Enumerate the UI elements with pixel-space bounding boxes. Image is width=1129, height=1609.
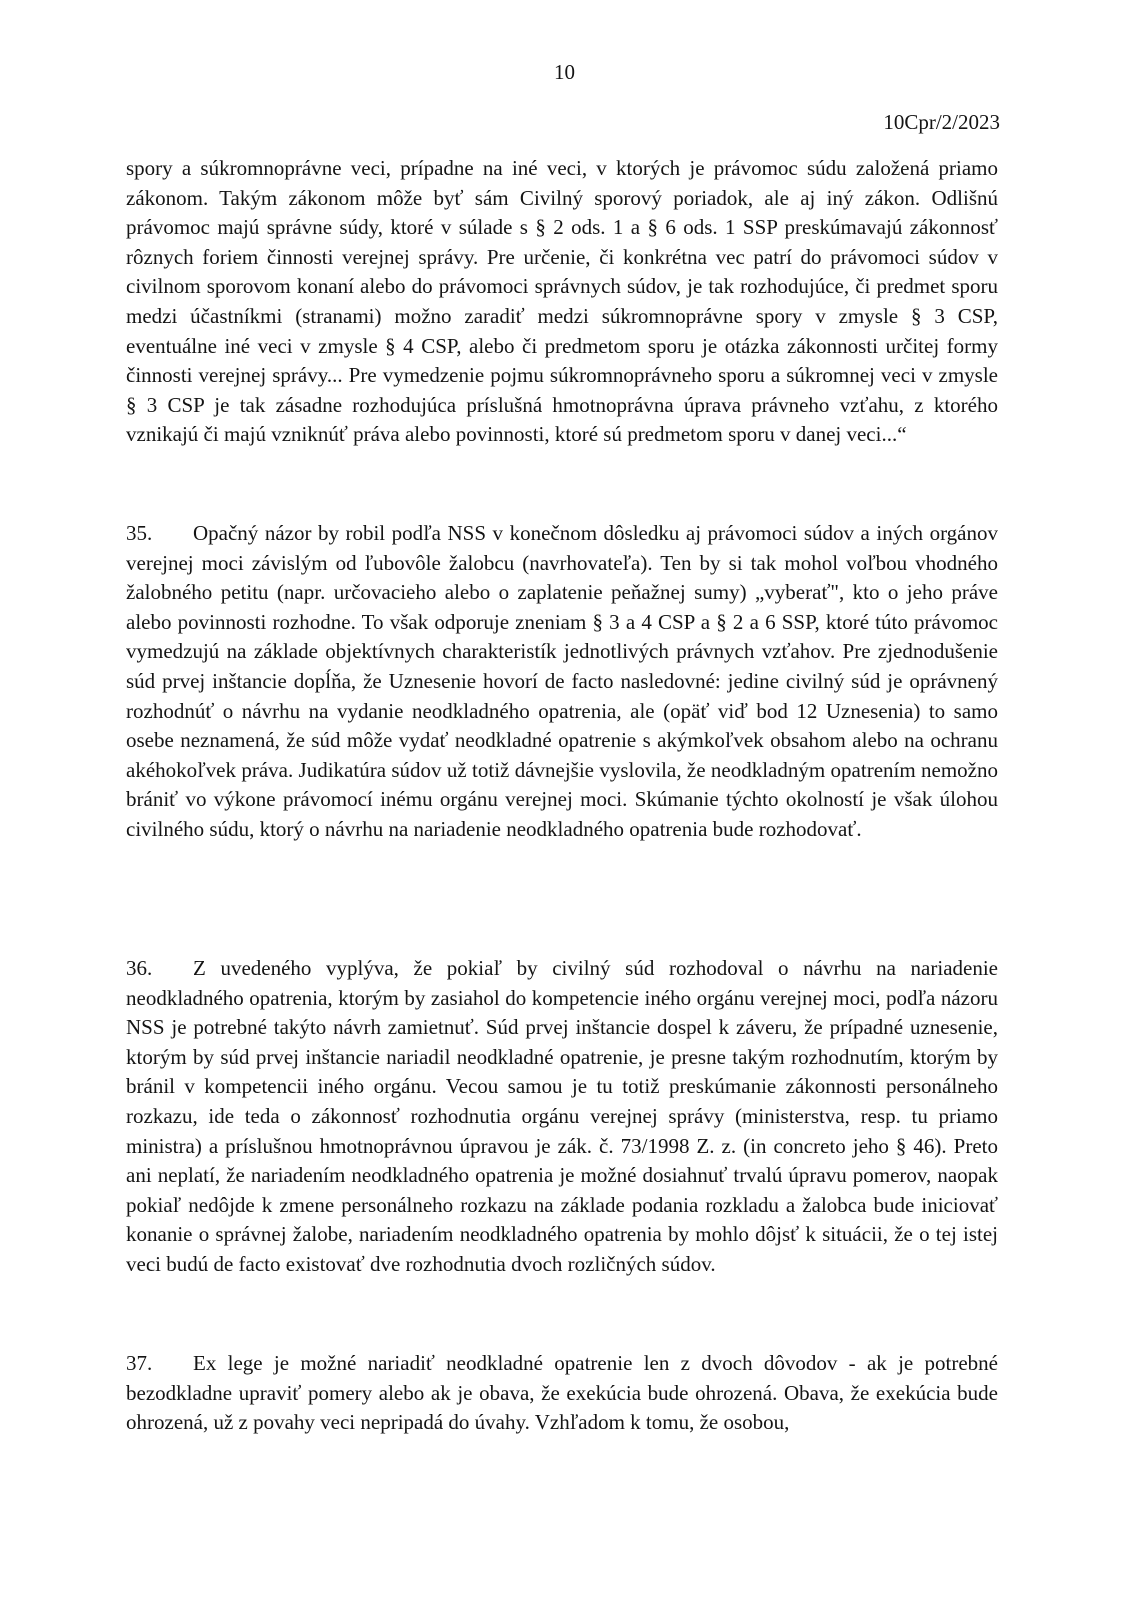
- paragraph-number: 36.: [126, 956, 153, 980]
- paragraph-number: 35.: [126, 521, 153, 545]
- paragraph-37: [126, 1349, 998, 1438]
- paragraph-continuation: [126, 154, 998, 450]
- paragraph-text: Opačný názor by robil podľa NSS v konečnom dôsledku aj právomoci súdov a iných orgánov verejnej moci závislým od ľubovôle žalobcu (navrhovateľa). Ten by si tak mohol voľbou vhodného žalobného petitu (napr. určovacieho alebo o zaplatenie peňažnej sumy) „vyberať", kto o jeho práve alebo povinnosti rozhodne. To však odporuje zneniam § 3 a 4 CSP a § 2 a 6 SSP, ktoré túto právomoc vymedzujú na základe objektívnych charakteristík jednotlivých právnych vzťahov. Pre zjednodušenie súd prvej inštancie dopĺňa, že Uznesenie hovorí de facto nasledovné: jedine civilný súd je oprávnený rozhodnúť o návrhu na vydanie neodkladného opatrenia, ale (opäť viď bod 12 Uznesenia) to samo osebe neznamená, že súd môže vydať neodkladné opatrenie s akýmkoľvek obsahom alebo na ochranu akéhokoľvek práva. Judikatúra súdov už totiž dávnejšie vyslovila, že neodkladným opatrením nemožno brániť vo výkone právomocí inému orgánu verejnej moci. Skúmanie týchto okolností je však úlohou civilného súdu, ktorý o návrhu na nariadenie neodkladného opatrenia bude rozhodovať.: [126, 521, 998, 841]
- file-reference: 10Cpr/2/2023: [883, 110, 1000, 134]
- paragraph-35: [126, 519, 998, 845]
- page-number: 10: [554, 60, 575, 84]
- paragraph-text: Ex lege je možné nariadiť neodkladné opatrenie len z dvoch dôvodov - ak je potrebné bezodkladne upraviť pomery alebo ak je obava, že exekúcia bude ohrozená. Obava, že exekúcia bude ohrozená, už z povahy veci nepripadá do úvahy. Vzhľadom k tomu, že osobou,: [126, 1351, 998, 1435]
- paragraph-36: [126, 954, 998, 1280]
- paragraph-text: spory a súkromnoprávne veci, prípadne na iné veci, v ktorých je právomoc súdu založená priamo zákonom. Takým zákonom môže byť sám Civilný sporový poriadok, ale aj iný zákon. Odlišnú právomoc majú správne súdy, ktoré v súlade s § 2 ods. 1 a § 6 ods. 1 SSP preskúmavajú zákonnosť rôznych foriem činnosti verejnej správy. Pre určenie, či konkrétna vec patrí do právomoci súdov v civilnom sporovom konaní alebo do právomoci správnych súdov, je tak rozhodujúce, či predmet sporu medzi účastníkmi (stranami) možno zaradiť medzi súkromnoprávne spory v zmysle § 3 CSP, eventuálne iné veci v zmysle § 4 CSP, alebo či predmetom sporu je otázka zákonnosti určitej formy činnosti verejnej správy... Pre vymedzenie pojmu súkromnoprávneho sporu a súkromnej veci v zmysle § 3 CSP je tak zásadne rozhodujúca príslušná hmotnoprávna úprava právneho vzťahu, z ktorého vznikajú či majú vzniknúť práva alebo povinnosti, ktoré sú predmetom sporu v danej veci...“: [126, 156, 998, 447]
- paragraph-number: 37.: [126, 1351, 153, 1375]
- paragraph-text: Z uvedeného vyplýva, že pokiaľ by civilný súd rozhodoval o návrhu na nariadenie neodkladného opatrenia, ktorým by zasiahol do kompetencie iného orgánu verejnej moci, podľa názoru NSS je potrebné takýto návrh zamietnuť. Súd prvej inštancie dospel k záveru, že prípadné uznesenie, ktorým by súd prvej inštancie nariadil neodkladné opatrenie, je presne takým rozhodnutím, ktorým by bránil v kompetencii iného orgánu. Vecou samou je tu totiž preskúmanie zákonnosti personálneho rozkazu, ide teda o zákonnosť rozhodnutia orgánu verejnej správy (ministerstva, resp. tu priamo ministra) a príslušnou hmotnoprávnou úpravou je zák. č. 73/1998 Z. z. (in concreto jeho § 46). Preto ani neplatí, že nariadením neodkladného opatrenia je možné dosiahnuť trvalú úpravu pomerov, naopak pokiaľ nedôjde k zmene personálneho rozkazu na základe podania rozkladu a žalobca bude iniciovať konanie o správnej žalobe, nariadením neodkladného opatrenia by mohlo dôjsť k situácii, že o tej istej veci budú de facto existovať dve rozhodnutia dvoch rozličných súdov.: [126, 956, 998, 1276]
